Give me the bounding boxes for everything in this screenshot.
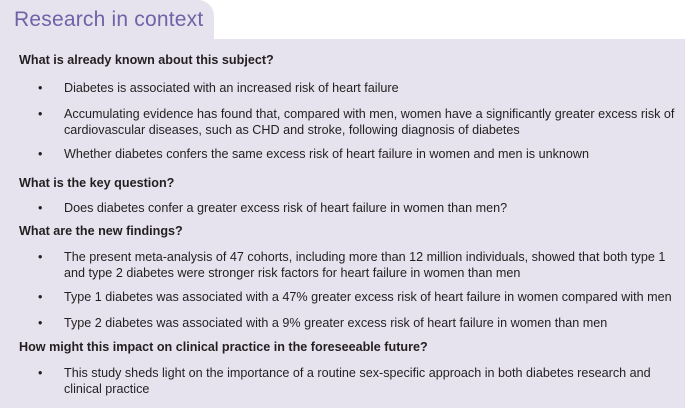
box-title: Research in context [14,8,204,31]
list-item-text: Type 1 diabetes was associated with a 47% greater excess risk of heart failure in women compared with men [64,290,672,304]
list-item-text: Type 2 diabetes was associated with a 9% greater excess risk of heart failure in women than men [64,316,608,330]
list-item-text: Accumulating evidence has found that, compared with men, women have a significantly greater excess risk of cardiovascular diseases, such as CHD and stroke, following diagnosis of diabetes [64,107,675,137]
list-item-text: Whether diabetes confers the same excess risk of heart failure in women and men is unknown [64,147,590,161]
bullet-icon: • [38,147,43,161]
section-heading-clinical-impact: How might this impact on clinical practice in the foreseeable future? [19,340,428,354]
bullet-icon: • [38,201,43,215]
bullet-icon: • [38,366,43,380]
list-item-text: Diabetes is associated with an increased risk of heart failure [64,81,399,95]
bullet-icon: • [38,316,43,330]
list-item-text: This study sheds light on the importance of a routine sex-specific approach in both diabetes research and clinical practice [64,366,651,396]
section-heading-known: What is already known about this subject? [19,53,274,67]
section-heading-new-findings: What are the new findings? [19,224,183,238]
bullet-icon: • [38,107,43,121]
title-tab [0,0,214,39]
list-item-text: The present meta-analysis of 47 cohorts, including more than 12 million individuals, showed that both type 1 and type 2 diabetes were stronger risk factors for heart failure in women than men [64,250,666,280]
list-item-text: Does diabetes confer a greater excess risk of heart failure in women than men? [64,201,508,215]
bullet-icon: • [38,290,43,304]
bullet-icon: • [38,250,43,264]
section-heading-key-question: What is the key question? [19,176,175,190]
bullet-icon: • [38,81,43,95]
